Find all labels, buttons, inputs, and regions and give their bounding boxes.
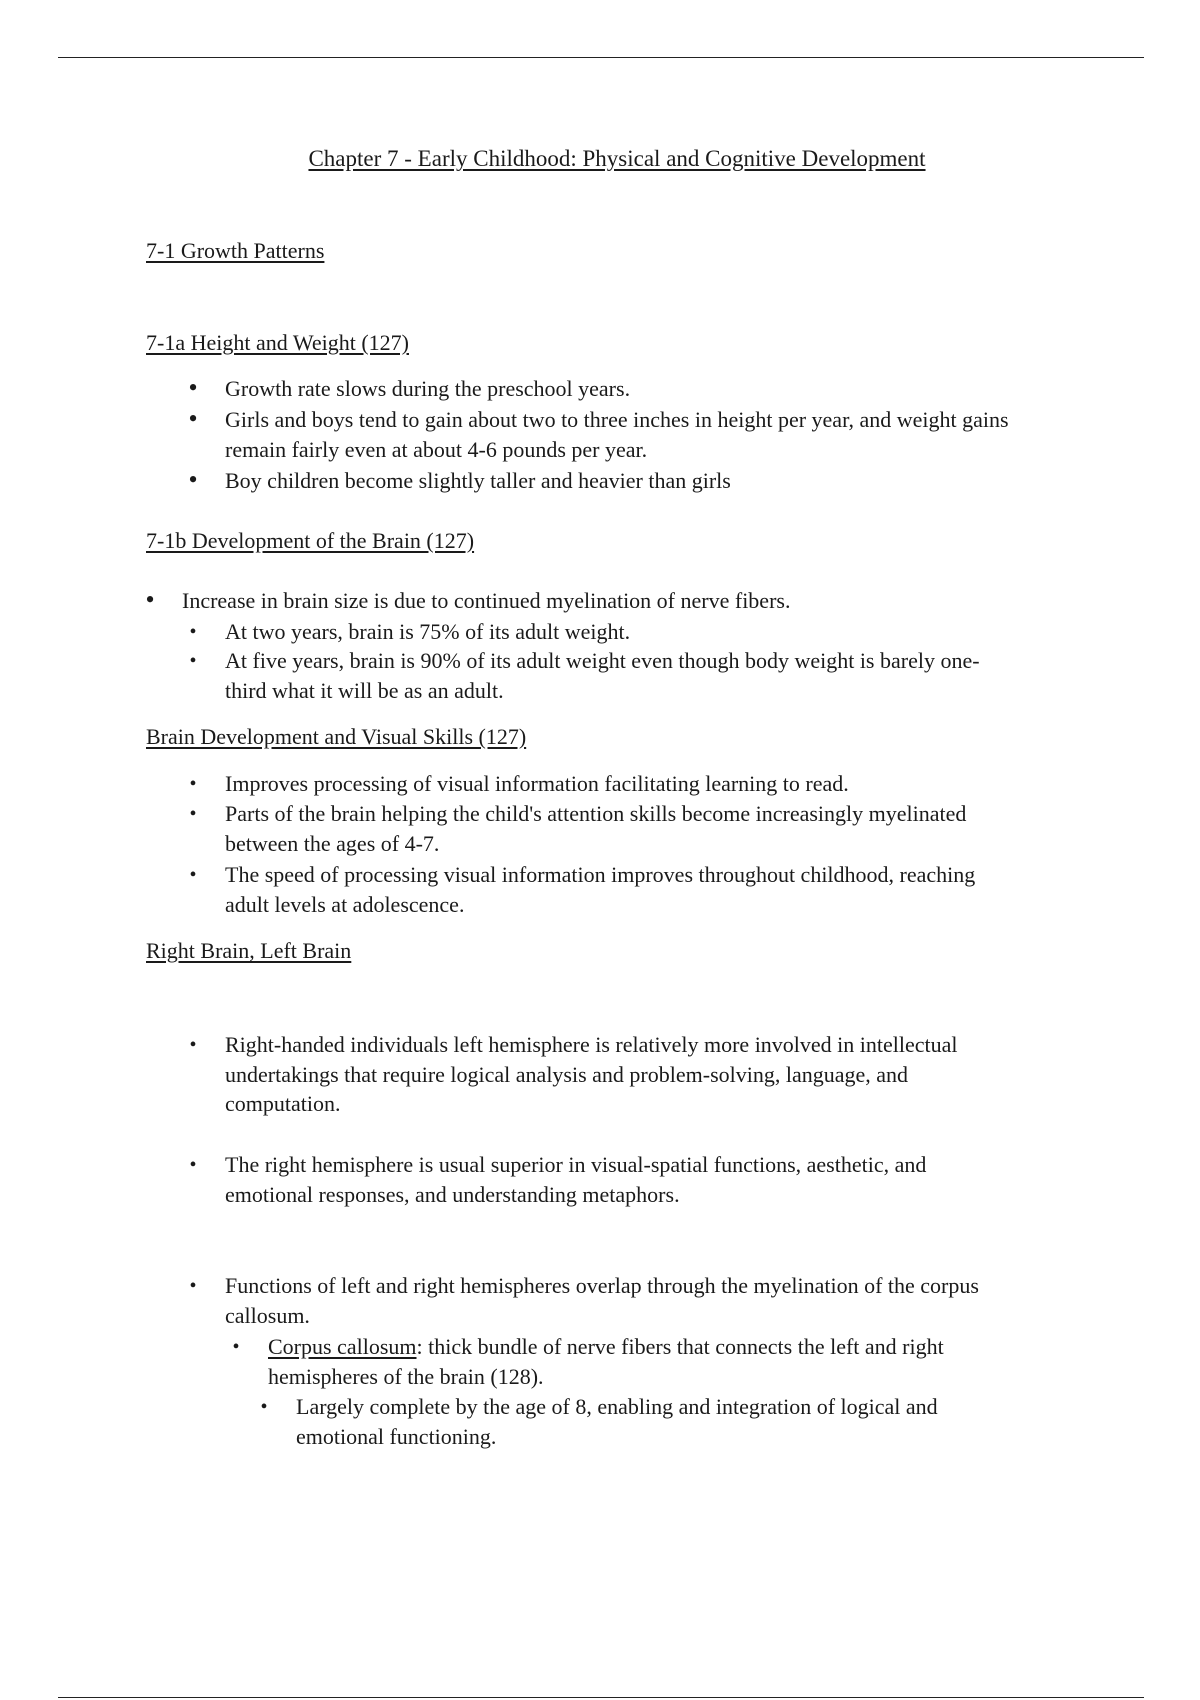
bullet-icon: •	[189, 1275, 197, 1297]
list-item-continued: computation.	[225, 1091, 341, 1116]
bullet-icon: •	[189, 864, 197, 886]
list-item-continued: between the ages of 4-7.	[225, 831, 440, 856]
list-item: Increase in brain size is due to continued myelination of nerve fibers.	[182, 588, 791, 613]
list-item-continued: emotional responses, and understanding metaphors.	[225, 1182, 680, 1207]
list-item-continued: undertakings that require logical analysis and problem-solving, language, and	[225, 1062, 909, 1087]
list-item-continued: emotional functioning.	[296, 1424, 497, 1449]
heading-visual-skills: Brain Development and Visual Skills (127)	[146, 724, 527, 749]
list-item: The speed of processing visual information improves throughout childhood, reaching	[225, 862, 976, 887]
list-item-continued: remain fairly even at about 4-6 pounds per year.	[225, 437, 648, 462]
term-corpus-callosum: Corpus callosum	[268, 1334, 417, 1359]
list-item-continued: hemispheres of the brain (128).	[268, 1364, 544, 1389]
bullet-icon: •	[189, 650, 197, 672]
bullet-icon: •	[189, 621, 197, 643]
list-item: Largely complete by the age of 8, enabling and integration of logical and	[296, 1394, 938, 1419]
bullet-icon: •	[189, 773, 197, 795]
bottom-rule	[58, 1697, 1144, 1698]
top-rule	[58, 57, 1144, 58]
bullet-icon: •	[189, 1154, 197, 1176]
heading-growth-patterns: 7-1 Growth Patterns	[146, 238, 325, 263]
bullet-icon: •	[188, 373, 198, 402]
list-item: Functions of left and right hemispheres overlap through the myelination of the corpus	[225, 1273, 979, 1298]
heading-right-left-brain: Right Brain, Left Brain	[146, 938, 352, 963]
list-item: The right hemisphere is usual superior in visual-spatial functions, aesthetic, and	[225, 1152, 927, 1177]
list-item: At two years, brain is 75% of its adult weight.	[225, 619, 631, 644]
bullet-icon: •	[145, 585, 155, 614]
list-item: Improves processing of visual information facilitating learning to read.	[225, 771, 849, 796]
bullet-icon: •	[189, 803, 197, 825]
document-title: Chapter 7 - Early Childhood: Physical and Cognitive Development	[308, 146, 926, 171]
bullet-icon: •	[260, 1396, 268, 1418]
list-item: Right-handed individuals left hemisphere is relatively more involved in intellectual	[225, 1032, 958, 1057]
bullet-icon: •	[232, 1336, 240, 1358]
definition-text: : thick bundle of nerve fibers that connects the left and right	[416, 1334, 944, 1359]
list-item: Boy children become slightly taller and heavier than girls	[225, 468, 731, 493]
list-item-continued: adult levels at adolescence.	[225, 892, 465, 917]
definition-item	[268, 1332, 944, 1362]
bullet-icon: •	[189, 1034, 197, 1056]
heading-brain-development: 7-1b Development of the Brain (127)	[146, 528, 475, 553]
list-item-continued: third what it will be as an adult.	[225, 678, 504, 703]
heading-height-weight: 7-1a Height and Weight (127)	[146, 330, 409, 355]
list-item: Parts of the brain helping the child's attention skills become increasingly myelinated	[225, 801, 967, 826]
list-item-continued: callosum.	[225, 1303, 310, 1328]
list-item: Girls and boys tend to gain about two to three inches in height per year, and weight gains	[225, 407, 1009, 432]
bullet-icon: •	[188, 465, 198, 494]
bullet-icon: •	[188, 404, 198, 433]
list-item: Growth rate slows during the preschool years.	[225, 376, 631, 401]
list-item: At five years, brain is 90% of its adult weight even though body weight is barely one-	[225, 648, 980, 673]
